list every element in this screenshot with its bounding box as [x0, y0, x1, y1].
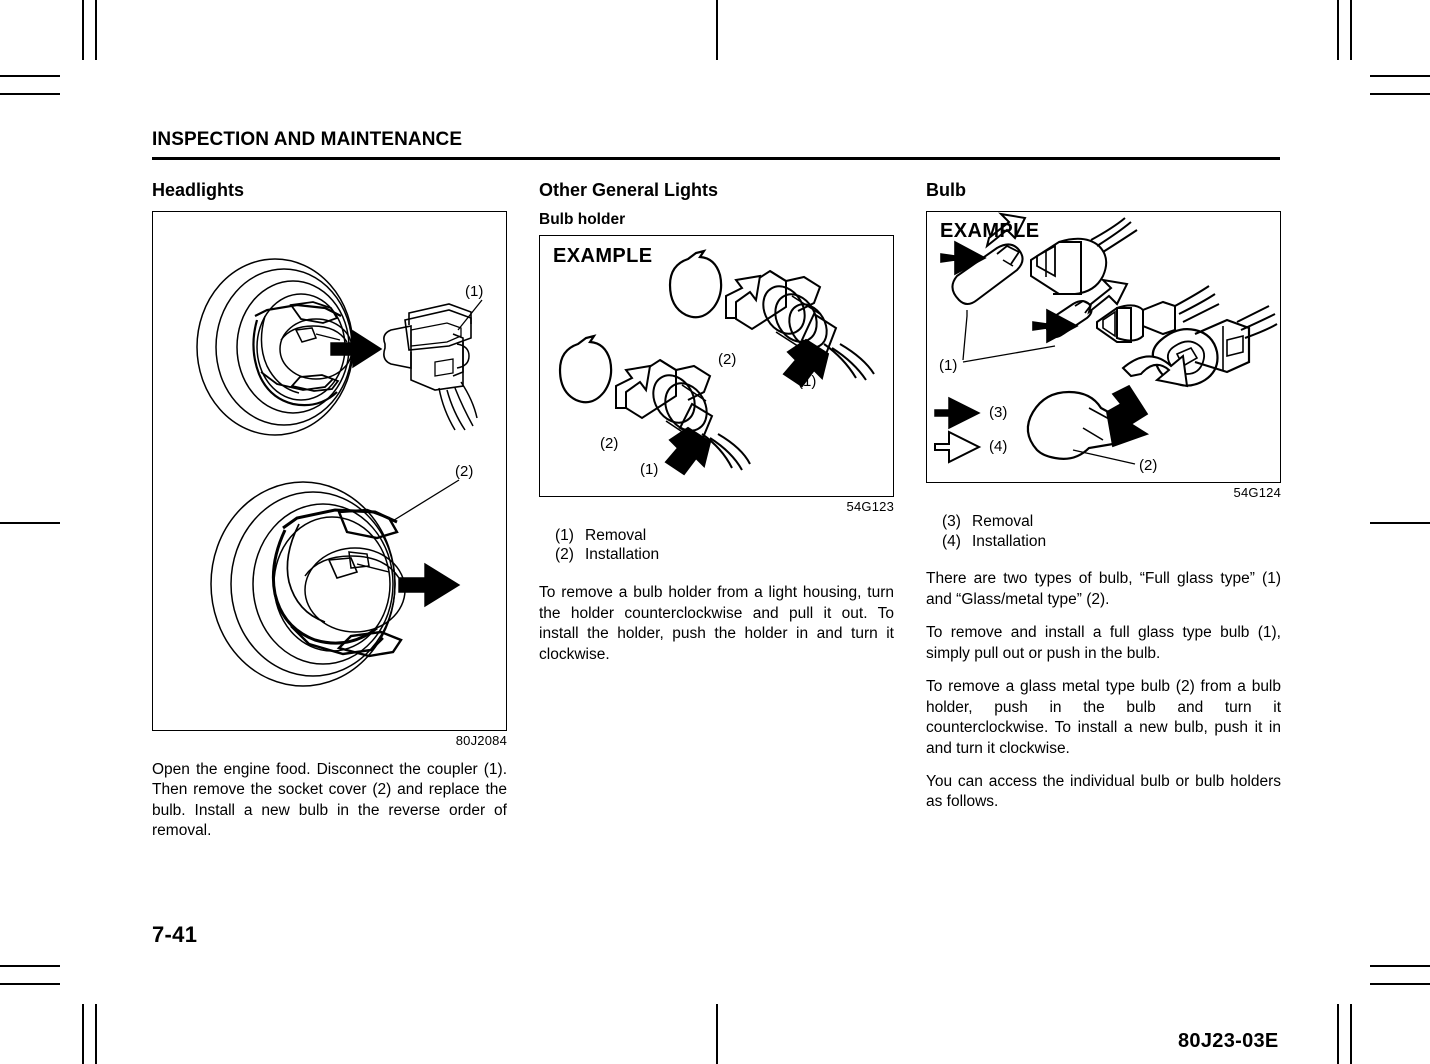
document-number: 80J23-03E	[1178, 1030, 1279, 1052]
figure-label-1-upper: (1)	[798, 372, 817, 390]
paragraph-headlights: Open the engine food. Disconnect the coupler (1). Then remove the socket cover (2) and replace the bulb. Install a new bulb in the reverse order of removal.	[152, 760, 507, 840]
crop-mark-left-middle	[0, 522, 60, 524]
crop-mark-right-middle	[1370, 522, 1430, 524]
section-heading-bulb: Bulb	[926, 180, 966, 200]
crop-mark-bottom-left-a	[82, 1004, 84, 1064]
crop-mark-bottom-right-a	[1337, 1004, 1339, 1064]
crop-mark-left-top-a	[0, 75, 60, 77]
three-column-layout	[152, 180, 1280, 855]
legend-text: Removal	[972, 512, 1034, 530]
crop-mark-bottom-right-b	[1350, 1004, 1352, 1064]
paragraph-bulb-holder: To remove a bulb holder from a light housing, turn the holder counterclockwise and pull it out. To install the holder, push the holder in and turn it clockwise.	[539, 584, 894, 663]
crop-mark-top-right-b	[1350, 0, 1352, 60]
legend-number: (3)	[942, 512, 961, 530]
paragraph-full-glass: To remove and install a full glass type bulb (1), simply pull out or push in the bulb.	[926, 624, 1281, 662]
crop-mark-left-bottom-a	[0, 965, 60, 967]
column-middle	[539, 180, 894, 855]
subheading-bulb-holder: Bulb holder	[539, 210, 626, 228]
figure-label-2: (2)	[455, 462, 474, 480]
column-left	[152, 180, 507, 855]
crop-mark-left-top-b	[0, 93, 60, 95]
crop-mark-top-center	[716, 0, 718, 60]
figure-label-2-upper: (2)	[718, 350, 737, 368]
legend-bulb-holder	[539, 526, 894, 566]
page-number: 7-41	[152, 922, 198, 947]
crop-mark-right-top-a	[1370, 75, 1430, 77]
crop-mark-bottom-left-b	[95, 1004, 97, 1064]
crop-mark-right-top-b	[1370, 93, 1430, 95]
legend-item	[555, 545, 894, 565]
figure-label-1-lower: (1)	[640, 460, 659, 478]
crop-mark-bottom-center	[716, 1004, 718, 1064]
legend-item	[555, 526, 894, 546]
crop-mark-top-right-a	[1337, 0, 1339, 60]
paragraph-glass-metal: To remove a glass metal type bulb (2) from a bulb holder, push in the bulb and turn it counterclockwise. To install a new bulb, push it in and turn it clockwise.	[926, 678, 1281, 757]
crop-mark-top-left-b	[95, 0, 97, 60]
legend-text: Installation	[972, 532, 1047, 550]
example-tag-bulb: EXAMPLE	[940, 219, 1040, 242]
legend-number: (2)	[555, 546, 574, 564]
running-head: INSPECTION AND MAINTENANCE	[152, 129, 463, 150]
figure-code-headlights: 80J2084	[455, 732, 507, 748]
bulb-illustration	[927, 212, 1279, 481]
example-tag-bulb-holder: EXAMPLE	[553, 244, 653, 267]
figure-code-bulb-holder: 54G123	[846, 498, 894, 514]
figure-bulb	[926, 211, 1281, 483]
crop-mark-top-left-a	[82, 0, 84, 60]
figure-label-4-bulb: (4)	[989, 437, 1008, 455]
figure-label-3-bulb: (3)	[989, 403, 1008, 421]
paragraph-access: You can access the individual bulb or bulb holders as follows.	[926, 772, 1281, 811]
legend-item	[942, 532, 1281, 552]
legend-text: Installation	[585, 546, 660, 564]
crop-mark-right-bottom-b	[1370, 983, 1430, 985]
crop-mark-right-bottom-a	[1370, 965, 1430, 967]
figure-bulb-holder	[539, 235, 894, 497]
figure-label-1: (1)	[465, 282, 484, 300]
crop-mark-left-bottom-b	[0, 983, 60, 985]
page-content	[152, 130, 1280, 960]
figure-label-2-lower: (2)	[600, 434, 619, 452]
column-right	[926, 180, 1281, 855]
legend-item	[942, 512, 1281, 532]
paragraph-bulb-types: There are two types of bulb, “Full glass type” (1) and “Glass/metal type” (2).	[926, 570, 1281, 608]
legend-number: (1)	[555, 526, 574, 544]
figure-headlights	[152, 211, 507, 731]
header-rule	[152, 157, 1280, 160]
bulb-holder-illustration	[540, 236, 892, 495]
section-heading-headlights: Headlights	[152, 180, 245, 200]
figure-label-1-bulb: (1)	[939, 356, 958, 374]
headlights-illustration	[153, 212, 505, 729]
legend-number: (4)	[942, 532, 961, 550]
legend-bulb	[926, 512, 1281, 552]
figure-label-2-bulb: (2)	[1139, 456, 1158, 474]
section-heading-other-general-lights: Other General Lights	[539, 180, 719, 200]
figure-code-bulb: 54G124	[1233, 484, 1281, 500]
legend-text: Removal	[585, 526, 647, 544]
